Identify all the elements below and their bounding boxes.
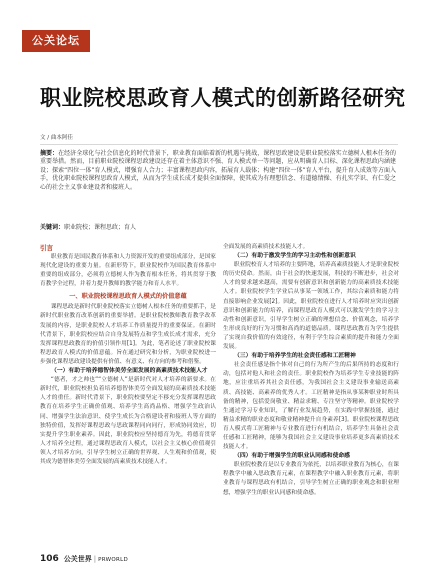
intro-paragraph: 职业教育是国民教育体系和人力资源开发的重要组成部分，是国家现代化建设的重要力量。在新形势下，职业院校作为国民教育体系中重要的组成部分，必须将立德树人作为教育根本任务，将其贯穿于教育教学全过程，并着力提升教师的教学能力和育人水平。: [40, 254, 216, 288]
page-number: 106: [40, 554, 59, 564]
article-author: 文 / 曲本阿佳: [40, 135, 73, 141]
divider: [40, 144, 398, 145]
subsection-2-heading: （二）有助于激发学生的学习主动性和创新意识: [234, 253, 356, 260]
subsection-1-paragraph: “德者，才之帅也”“立德树人”是新时代对人才培养的新要求。在新时代，职业院校担负着培养德智体美劳全面发展的高素质技术技能人才的重任。新时代背景下，职业院校要坚定不移充分发挥课程思政教育在培养学生正确价值观、培养学生高尚品格、增强学生政治认同、增强学生法治意识、使学生成长为合格建设者和接班人等方面的独特价值，发挥好课程思政与思政课程同向同行，形成协同效应，切实提升学生职业素养。因此，职业院校应坚持德育为先，将德育贯穿人才培养全过程，通过课程思政育人模式，以社会主义核心价值观引领人才培养方向，引导学生树立正确的世界观、人生观和价值观，使其成为德智体美劳全面发展的高素质技术技能人才。: [40, 377, 216, 465]
article-title: 职业院校思政育人模式的创新路径研究: [40, 85, 406, 110]
right-column: [223, 243, 399, 498]
abstract-block: [40, 150, 396, 192]
magazine-english-name: PRWORLD: [98, 557, 129, 563]
continued-paragraph: 全面发展的高素质技术技能人才。: [223, 244, 309, 250]
abstract-label: 摘要：: [40, 150, 59, 157]
subsection-4-paragraph: 职业院校教育是以专业教育为依托，以培养职业教育为核心，在课程教学中融入思政教育元素，在课程教学中融入职业教育元素，将职业教育与课程思政有机结合，引导学生树立正确的职业观念和职业理想，增强学生的职业认同感和使命感。: [223, 462, 399, 496]
subsection-3-paragraph: 社会责任感是指个体对自己的行为所产生的后果所持的态度和行动，包括对他人和社会的责任。职业院校作为培养学生专业技能的阵地，应注重培养其社会责任感，为我国社会主义建设事业输送高素质、高技能、高素养的优秀人才。工匠精神是指从事某种职业时所具备的精神，包括爱岗敬业、精益求精、专注坚守等精神。职业院校学生通过学习专业知识，了解行业发展趋势，在实践中掌握技能，通过精益求精的职业态度和敬业精神提升自身素养[3]。职业院校课程思政育人模式将工匠精神与专业教育进行有机结合，培养学生具备社会责任感和工匠精神，能够为我国社会主义建设事业培养更多高素质技术技能人才。: [223, 362, 399, 451]
keywords-block: [40, 224, 396, 232]
section-1-heading: 一、职业院校课程思政育人模式的价值意蕴: [69, 293, 187, 301]
section-tag: 公关论坛: [22, 30, 90, 52]
subsection-4-heading: （四）有助于增强学生的职业认同感和使命感: [234, 453, 350, 460]
subsection-3-heading: （三）有助于培养学生的社会责任感和工匠精神: [234, 353, 356, 360]
section-1-paragraph: 课程思政是新时代职业院校落实立德树人根本任务的重要抓手，是新时代职业教育改革创新的重要举措。是职业院校教师教育教学改革发展的内容，是职业院校人才培养工作质量提升的重要保证。在新时代背景下，职业院校应结合自身发展特点和学生成长成才需求，充分发挥课程思政教育的价值引领作用[1]。为此，笔者论述了职业院校课程思政育人模式的价值意蕴。旨在通过研究和分析，为职业院校进一步强化课程思政建设提供有价值、有意义、有方向的参考和借鉴。: [40, 304, 216, 365]
subsection-2-paragraph: 职业院校育人才培养的主要阵地，培养高素质技能人才是职业院校的历史使命。然而，由于社会的快速发展，科技的不断进步，社会对人才的要求越来越高，需要有创新意识和创新能力的高素质技术技能人才。职业院校学生学业后从事某一领域工作，其综合素质和能力将直接影响企业发展[2]。因此，职业院校在进行人才培养时应突出创新意识和创新能力的培养，而课程思政育人模式可以激发学生的学习主动性和创新意识，引导学生树立正确的理想信念、价值观念，培养学生形成良好的行为习惯和高尚的道德品质。课程思政教育为学生提供了实现自我价值的有效途径，有利于学生综合素质的提升和能力全面发展。: [223, 262, 399, 351]
keywords-text: 职业院校；课程思政；育人: [64, 224, 137, 231]
left-column: [40, 243, 216, 467]
keywords-label: 关键词：: [40, 224, 65, 231]
footer-separator: |: [93, 555, 97, 563]
abstract-text: 在经济全球化与社会信息化的时代背景下，职业教育面临着新的机遇与挑战，课程思政建设是职业院校落实立德树人根本任务的重要举措。然而，目前职业院校课程思政建设还存在着主体意识不强、育人模式单一等问题，应从明确育人目标、深化课程思政内涵建设；探索“四位一体”育人模式，增强育人合力；丰富课程思政内容，拓展育人载体；构建“四位一体”育人平台，提升育人成效等方面入手，优化职业院校课程思政育人模式，从而为学生成长成才提供全面保障，使其成为有理想信念、有道德情操、有扎实学识、有仁爱之心的社会主义事业建设者和接班人。: [40, 150, 396, 191]
subsection-1-heading: （一）有助于培养德智体美劳全面发展的高素质技术技能人才: [51, 368, 208, 375]
magazine-name: 公关世界: [63, 555, 92, 563]
intro-heading: 引言: [40, 244, 53, 252]
page-footer: [40, 554, 128, 564]
